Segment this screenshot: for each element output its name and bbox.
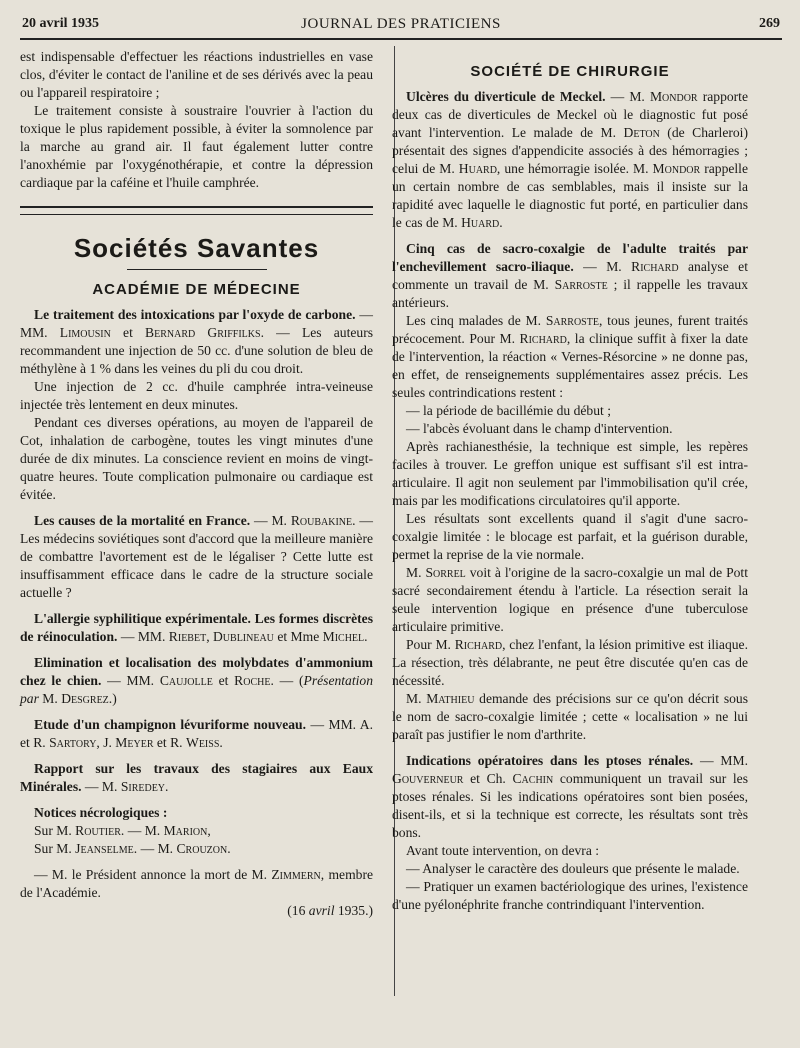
author: Mondor <box>649 89 698 104</box>
author: Bernard Griffilks. <box>145 325 264 340</box>
author: Desgrez. <box>61 691 113 706</box>
signoff-date: (16 avril 1935.) <box>287 903 373 918</box>
left-column <box>20 48 373 920</box>
list-item: — la période de bacillémie du début ; <box>406 403 611 418</box>
section-title-academie: ACADÉMIE DE MÉDECINE <box>92 281 301 298</box>
article-title: Etude d'un champignon lévuriforme nouveau. <box>34 717 306 732</box>
author: Sartory, J. Meyer <box>49 735 154 750</box>
article-sacro-coxalgie: Cinq cas de sacro-coxalgie de l'adulte traités par l'enchevillement sacro-iliaque. — M. Richard analyse et commente un travail de M. Sarroste ; il rappelle les travaux antérieurs. <box>392 241 748 310</box>
author: Riebet, Dublineau <box>168 629 274 644</box>
article-title: Notices nécrologiques : <box>34 805 168 820</box>
paragraph: Pour M. Richard, chez l'enfant, la lésion primitive est iliaque. La résection, très délabrante, ne peut être discutée qu'en cas de nécessité. <box>392 637 748 688</box>
paragraph: M. Sorrel voit à l'origine de la sacro-coxalgie un mal de Pott sacré secondairement étendu à l'article. La résection serait la seule intervention logique en présence d'une tuberculose articulaire primitive. <box>392 565 748 634</box>
author: Michel. <box>322 629 368 644</box>
paragraph: Une injection de 2 cc. d'huile camphrée intra-veineuse injectée très lentement en deux minutes. <box>20 379 373 412</box>
article-mortalite: Les causes de la mortalité en France. — M. Roubakine. — Les médecins soviétiques sont d'accord que la meilleure manière de combattre l'avortement est de le légaliser ? Cette lutte est insuffisamment efficace dans le cadre de la structure sociale actuelle ? <box>20 513 373 600</box>
article-title: Rapport sur les travaux des stagiaires aux Eaux Minérales. <box>20 761 373 794</box>
paragraph: Pendant ces diverses opérations, au moyen de l'appareil de Cot, inhalation de carbogène, toutes les vingt minutes d'une durée de dix minutes. La conscience revient en moins de vingt-quatre heures. Toute complication pulmonaire ou cardiaque est évitée. <box>20 415 373 502</box>
header-journal-title: JOURNAL DES PRATICIENS <box>301 16 501 32</box>
paragraph: M. Mathieu demande des précisions sur ce qu'on décrit sous le nom de sacro-coxalgie limitée ; cette « localisation » ne lui paraît pas justifier le nom d'arthrite. <box>392 691 748 742</box>
article-oxyde-carbone: Le traitement des intoxications par l'oxyde de carbone. — MM. Limousin et Bernard Griffilks. — Les auteurs recommandent une injection de 50 cc. d'une solution de bleu de méthylène à 1 % dans les veines du pli du cou droit. <box>20 307 374 376</box>
author: Limousin <box>59 325 111 340</box>
notice-line-1: Sur M. Routier. — M. Marion, <box>34 823 211 838</box>
page-title: Sociétés Savantes <box>73 233 320 263</box>
section-double-rule <box>20 206 373 215</box>
author: Weiss. <box>185 735 223 750</box>
author: Roche. <box>234 673 274 688</box>
author: Siredey. <box>120 779 169 794</box>
author: Gouverneur <box>392 771 464 786</box>
page-header <box>22 16 780 38</box>
intro-paragraph-1: est indispensable d'effectuer les réactions industrielles en vase clos, d'éviter le contact de l'aniline et de ses dérivés avec la peau ou l'appareil respiratoire ; <box>20 49 373 100</box>
paragraph: Les résultats sont excellents quand il s'agit d'une sacro-coxalgie limitée : le blocage est parfait, et la guérison durable, permet la reprise de la vie normale. <box>392 511 748 562</box>
author: Caujolle <box>159 673 213 688</box>
paragraph: Après rachianesthésie, la technique est simple, les repères faciles à trouver. Le greffon unique est suffisant s'il est intra-articulaire. Il agit non seulement par l'immobilisation qu'il crée, mais par les modifications circulatoires qu'il apporte. <box>392 439 748 508</box>
article-eaux-minerales: Rapport sur les travaux des stagiaires aux Eaux Minérales. — M. Siredey. <box>20 761 373 794</box>
article-title: L'allergie syphilitique expérimentale. Les formes discrètes de réinoculation. <box>20 611 373 644</box>
article-notices <box>20 804 373 822</box>
article-title: Indications opératoires dans les ptoses rénales. <box>406 753 694 768</box>
article-champignon: Etude d'un champignon lévuriforme nouveau. — MM. A. et R. Sartory, J. Meyer et R. Weiss. <box>20 717 374 750</box>
list-item: — Pratiquer un examen bactériologique des urines, l'existence d'une pyélonéphrite franche contrindiquant l'intervention. <box>392 879 748 912</box>
author: Zimmern, <box>271 867 325 882</box>
title-underline <box>127 269 267 270</box>
list-item: — l'abcès évoluant dans le champ d'intervention. <box>406 421 673 436</box>
header-date: 20 avril 1935 <box>22 16 99 31</box>
article-title: Ulcères du diverticule de Meckel. <box>406 89 606 104</box>
article-title: Les causes de la mortalité en France. <box>34 513 251 528</box>
header-rule <box>20 38 782 40</box>
header-page-number: 269 <box>759 16 780 31</box>
article-molybdates: Elimination et localisation des molybdates d'ammonium chez le chien. — MM. Caujolle et Roche. — (Présentation par M. Desgrez.) <box>20 655 374 706</box>
article-ptoses-renales: Indications opératoires dans les ptoses rénales. — MM. Gouverneur et Ch. Cachin communiquent un travail sur les ptoses rénales. Si les indications opératoires sont bien posées, disent-ils, et si la technique est correcte, les résultats sont très bons. <box>392 753 748 840</box>
section-title-chirurgie: SOCIÉTÉ DE CHIRURGIE <box>470 63 670 80</box>
article-allergie: L'allergie syphilitique expérimentale. Les formes discrètes de réinoculation. — MM. Riebet, Dublineau et Mme Michel. <box>20 611 373 644</box>
author: Cachin <box>512 771 554 786</box>
list-item: — Analyser le caractère des douleurs que présente le malade. <box>406 861 740 876</box>
paragraph: Avant toute intervention, on devra : <box>406 843 600 858</box>
article-title: Elimination et localisation des molybdates d'ammonium chez le chien. <box>20 655 373 688</box>
article-title: Cinq cas de sacro-coxalgie de l'adulte traités par l'enchevillement sacro-iliaque. <box>392 241 748 274</box>
author: Roubakine. <box>290 513 356 528</box>
article-president: — M. le Président annonce la mort de M. Zimmern, membre de l'Académie. <box>20 867 374 900</box>
intro-paragraph-2: Le traitement consiste à soustraire l'ouvrier à l'action du toxique le plus rapidement possible, à éviter la somnolence par la marche au grand air. Il faut également lutter contre l'anoxhémie par l'oxygénothérapie, et contre la dépression cardiaque par la caféine et l'huile camphrée. <box>20 103 373 190</box>
notice-line-2: Sur M. Jeanselme. — M. Crouzon. <box>34 841 231 856</box>
author: Richard <box>631 259 679 274</box>
article-title: Le traitement des intoxications par l'oxyde de carbone. <box>34 307 356 322</box>
paragraph: Les cinq malades de M. Sarroste, tous jeunes, furent traités précocement. Pour M. Richard, la clinique suffit à fixer la date de l'intervention, la réaction « Vernes-Résorcine » ne donne pas, en effet, de renseignements supplémentaires assez précis. Les seules contrindications restent : <box>392 313 748 400</box>
right-column <box>392 48 748 914</box>
article-meckel: Ulcères du diverticule de Meckel. — M. Mondor rapporte deux cas de diverticules de Meckel où le diagnostic fut posé avant l'intervention. Le malade de M. Deton (de Charleroi) présentait des signes d'appendicite associés à des hémorragies ; celui de M. Huard, une hémorragie isolée. M. Mondor rappelle un certain nombre de cas semblables, mais il insiste sur la rapidité avec laquelle le diagnostic fut porté, en particulier dans le cas de M. Huard. <box>392 89 748 230</box>
